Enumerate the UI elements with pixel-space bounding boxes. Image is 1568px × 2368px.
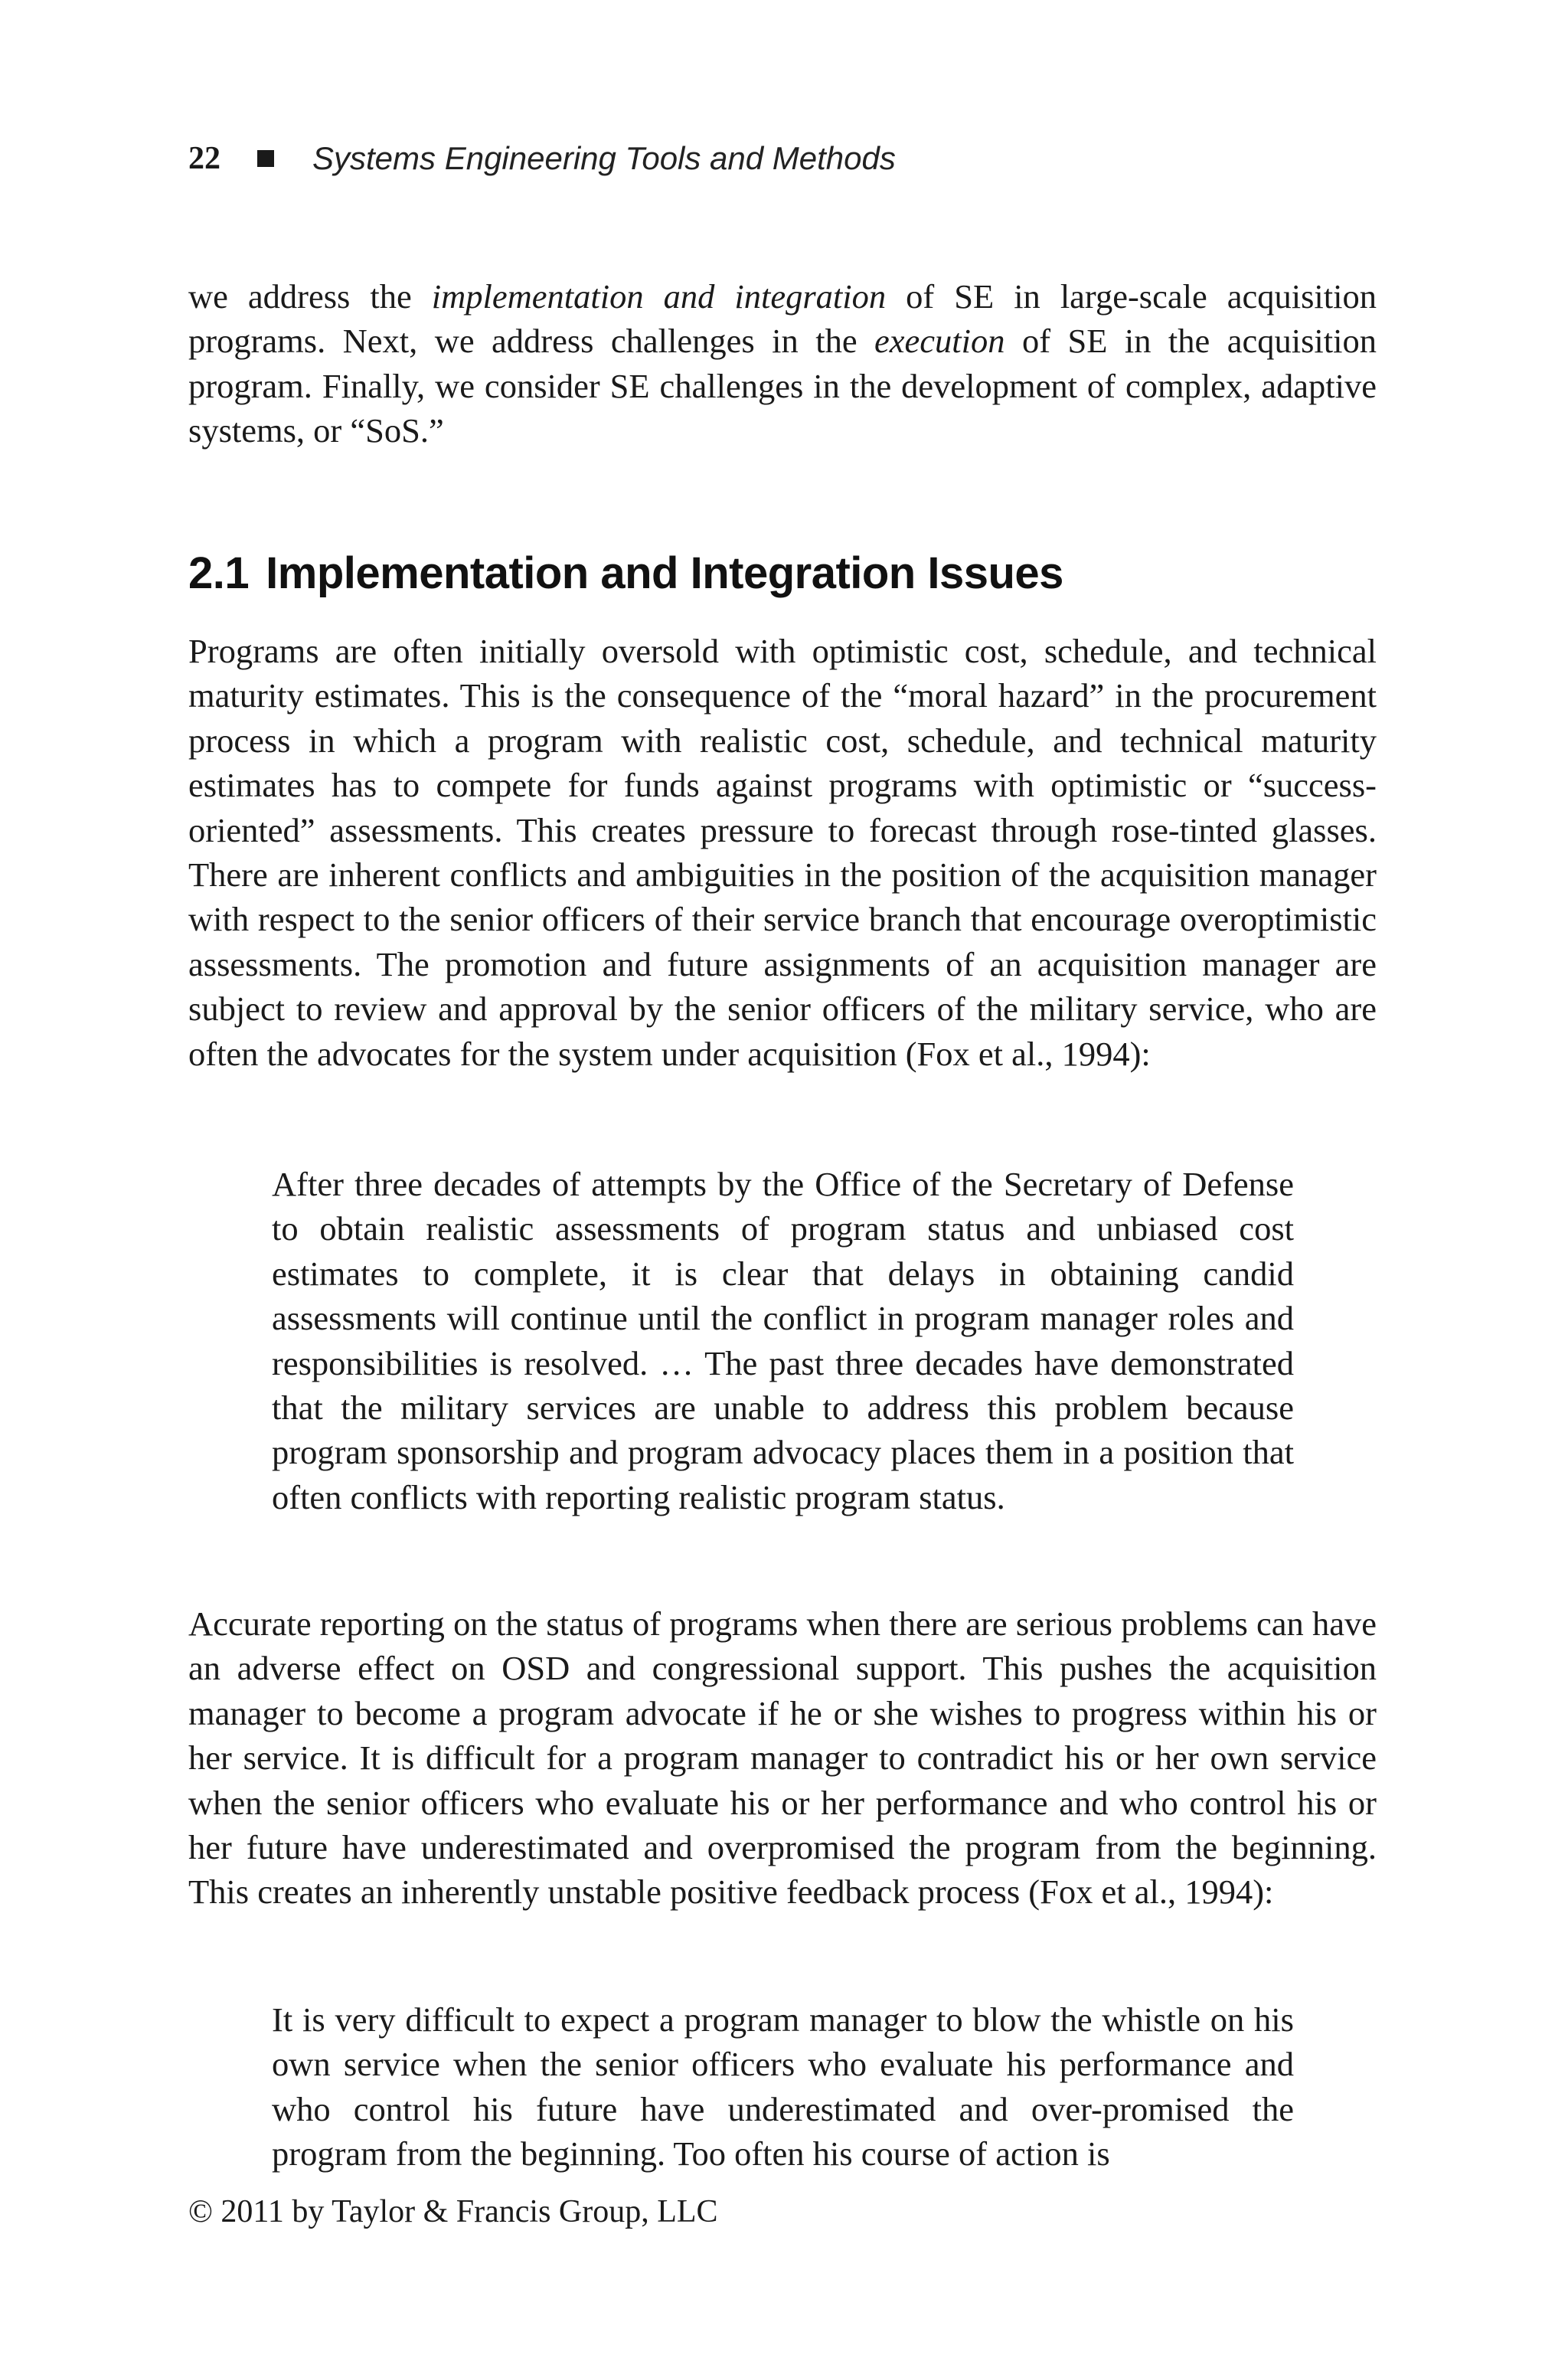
block-quote-1: After three decades of attempts by the Office of the Secretary of Defense to obtain realistic assessments of program status and unbiased cost estimates to complete, it is clear that delays in obtaining candid assessments will continue until the conflict in program manager roles and responsibilities is resolved. … The past three decades have demonstrated that the military services are unable to address this problem because program sponsorship and program advocacy places them in a position that often conflicts with reporting realistic program status. bbox=[272, 1165, 1294, 1516]
intro-emphasis-2: execution bbox=[874, 322, 1005, 361]
section-title: Implementation and Integration Issues bbox=[266, 548, 1063, 598]
page-number: 22 bbox=[188, 141, 220, 176]
block-quote-2: It is very difficult to expect a program manager to blow the whistle on his own service when the senior officers who evaluate his performance and who control his future have underestimated and over-promised the program from the beginning. Too often his course of action is bbox=[272, 2000, 1294, 2173]
copyright-footer: © 2011 by Taylor & Francis Group, LLC bbox=[188, 2194, 718, 2229]
intro-text-3: of SE in the acquisition program. Finally, we consider SE challenges in the development of complex, adaptive systems, or “SoS.” bbox=[188, 322, 1377, 450]
section-heading bbox=[188, 547, 1063, 600]
square-bullet-icon bbox=[257, 150, 274, 167]
section-number: 2.1 bbox=[188, 548, 250, 598]
body-paragraph-2: Accurate reporting on the status of programs when there are serious problems can have an adverse effect on OSD and congressional support. This pushes the acquisition manager to become a program advocate if he or she wishes to progress within his or her service. It is difficult for a program manager to contradict his or her own service when the senior officers who evaluate his or her performance and who control his or her future have underestimated and overpromised the program from the beginning. This creates an inherently unstable positive feedback process (Fox et al., 1994): bbox=[188, 1604, 1377, 1912]
running-header bbox=[188, 142, 896, 175]
running-title: Systems Engineering Tools and Methods bbox=[312, 140, 896, 176]
intro-text-1: we address the bbox=[188, 277, 432, 316]
intro-paragraph bbox=[188, 274, 1377, 453]
intro-emphasis-1: implementation and integration bbox=[431, 277, 887, 316]
body-paragraph-1: Programs are often initially oversold with optimistic cost, schedule, and technical maturity estimates. This is the consequence of the “moral hazard” in the procurement process in which a program with realistic cost, schedule, and technical maturity estimates has to compete for funds against programs with optimistic or “success-oriented” assessments. This creates pressure to forecast through rose-tinted glasses. There are inherent conflicts and ambiguities in the position of the acquisition manager with respect to the senior officers of their service branch that encourage overoptimistic assessments. The promotion and future assignments of an acquisition manager are subject to review and approval by the senior officers of the military service, who are often the advocates for the system under acquisition (Fox et al., 1994): bbox=[188, 632, 1377, 1073]
intro-text-2: of SE in large-scale acquisition programs. Next, we address challenges in the bbox=[188, 277, 1377, 361]
